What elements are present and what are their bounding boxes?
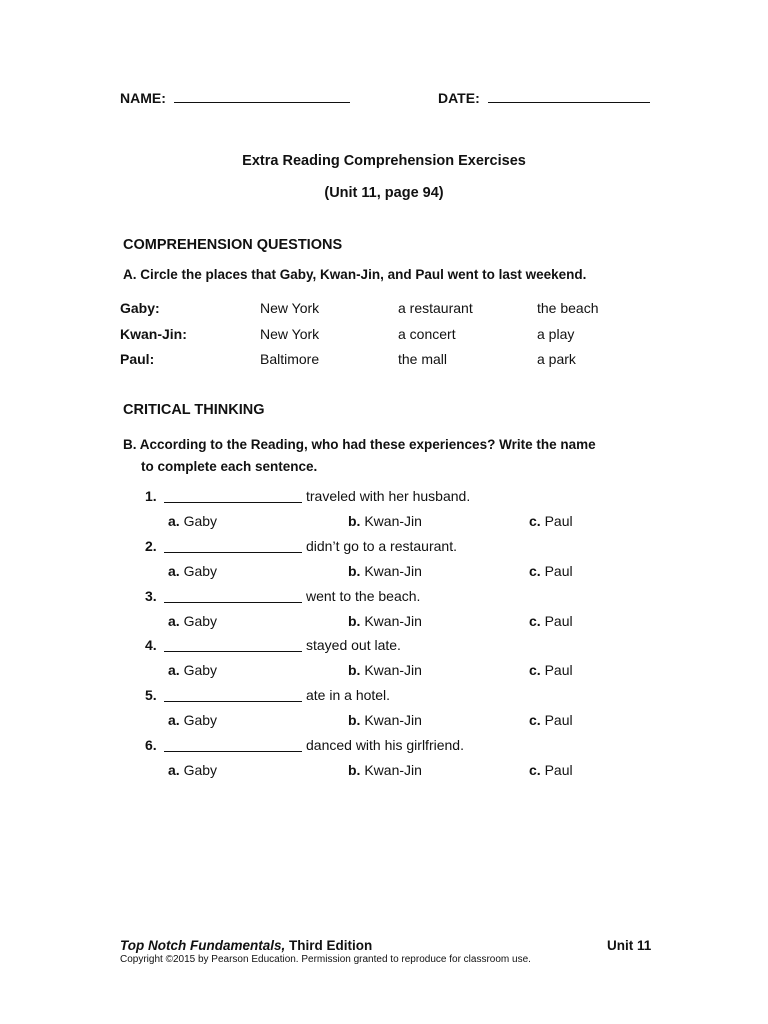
option-c[interactable]: c. Paul: [529, 762, 573, 778]
name-blank-line[interactable]: [174, 102, 350, 103]
date-blank-line[interactable]: [488, 102, 650, 103]
critical-instruction-line1: B. According to the Reading, who had these experiences? Write the name: [123, 437, 596, 452]
option-c[interactable]: c. Paul: [529, 613, 573, 629]
footer-book-title: [120, 938, 372, 953]
place-option[interactable]: the beach: [537, 300, 599, 316]
answer-blank[interactable]: [164, 751, 302, 752]
answer-blank[interactable]: [164, 552, 302, 553]
option-a[interactable]: a. Gaby: [168, 613, 218, 629]
answer-blank[interactable]: [164, 502, 302, 503]
place-option[interactable]: the mall: [398, 351, 448, 367]
comprehension-instruction: A. Circle the places that Gaby, Kwan-Jin, and Paul went to last weekend.: [123, 267, 587, 282]
question-number: 6.: [145, 737, 157, 753]
copyright-notice: Copyright ©2015 by Pearson Education. Permission granted to reproduce for classroom use.: [120, 954, 531, 965]
book-title: Top Notch Fundamentals,: [120, 938, 286, 953]
question-number: 1.: [145, 488, 157, 504]
option-a[interactable]: a. Gaby: [168, 563, 218, 579]
answer-blank[interactable]: [164, 651, 302, 652]
question-text: ate in a hotel.: [306, 687, 391, 703]
options-6: [168, 762, 648, 782]
option-b[interactable]: b. Kwan-Jin: [348, 563, 422, 579]
option-b[interactable]: b. Kwan-Jin: [348, 662, 422, 678]
option-a[interactable]: a. Gaby: [168, 762, 218, 778]
question-text: stayed out late.: [306, 637, 401, 653]
answer-blank[interactable]: [164, 701, 302, 702]
page-subtitle: (Unit 11, page 94): [324, 185, 444, 201]
critical-instruction-line2: to complete each sentence.: [141, 459, 318, 474]
question-number: 3.: [145, 588, 157, 604]
place-option[interactable]: a concert: [398, 326, 456, 342]
option-a[interactable]: a. Gaby: [168, 712, 218, 728]
options-5: [168, 712, 648, 732]
answer-blank[interactable]: [164, 602, 302, 603]
place-option[interactable]: New York: [260, 300, 320, 316]
option-b[interactable]: b. Kwan-Jin: [348, 762, 422, 778]
name-field: [120, 90, 350, 106]
question-2: [145, 538, 645, 560]
person-label: Gaby:: [120, 300, 160, 316]
comprehension-heading: COMPREHENSION QUESTIONS: [123, 237, 343, 253]
question-number: 4.: [145, 637, 157, 653]
options-1: [168, 513, 648, 533]
option-b[interactable]: b. Kwan-Jin: [348, 712, 422, 728]
question-text: went to the beach.: [306, 588, 421, 604]
options-3: [168, 613, 648, 633]
options-4: [168, 662, 648, 682]
question-number: 2.: [145, 538, 157, 554]
option-c[interactable]: c. Paul: [529, 662, 573, 678]
place-option[interactable]: a restaurant: [398, 300, 473, 316]
question-4: [145, 637, 645, 659]
option-c[interactable]: c. Paul: [529, 563, 573, 579]
question-number: 5.: [145, 687, 157, 703]
question-text: didn’t go to a restaurant.: [306, 538, 457, 554]
option-a[interactable]: a. Gaby: [168, 513, 218, 529]
option-a[interactable]: a. Gaby: [168, 662, 218, 678]
question-1: [145, 488, 645, 510]
question-3: [145, 588, 645, 610]
place-option[interactable]: a play: [537, 326, 575, 342]
person-label: Paul:: [120, 351, 155, 367]
date-label: DATE:: [438, 90, 480, 106]
date-field: [438, 90, 650, 106]
footer-unit: Unit 11: [607, 938, 652, 953]
question-5: [145, 687, 645, 709]
option-c[interactable]: c. Paul: [529, 513, 573, 529]
book-edition: Third Edition: [285, 938, 373, 953]
place-option[interactable]: a park: [537, 351, 576, 367]
question-6: [145, 737, 645, 759]
place-option[interactable]: New York: [260, 326, 320, 342]
option-b[interactable]: b. Kwan-Jin: [348, 613, 422, 629]
options-2: [168, 563, 648, 583]
option-b[interactable]: b. Kwan-Jin: [348, 513, 422, 529]
name-label: NAME:: [120, 90, 166, 106]
critical-thinking-heading: CRITICAL THINKING: [123, 402, 265, 418]
person-label: Kwan-Jin:: [120, 326, 187, 342]
question-text: traveled with her husband.: [306, 488, 471, 504]
page-title: Extra Reading Comprehension Exercises: [242, 153, 526, 169]
place-option[interactable]: Baltimore: [260, 351, 320, 367]
question-text: danced with his girlfriend.: [306, 737, 464, 753]
option-c[interactable]: c. Paul: [529, 712, 573, 728]
